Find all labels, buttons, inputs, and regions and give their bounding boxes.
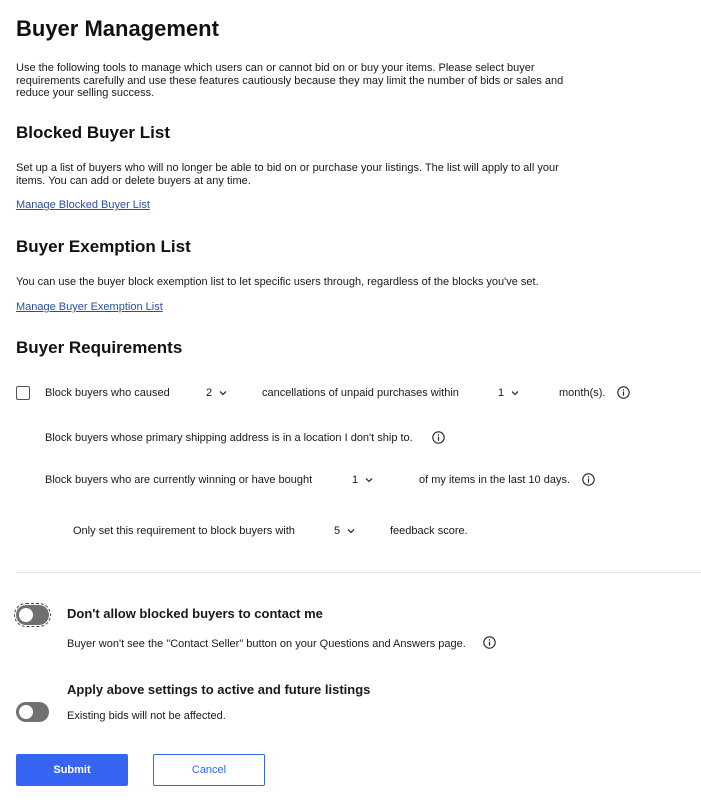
info-icon[interactable] — [617, 386, 630, 399]
apply-toggle-description: Existing bids will not be affected. — [67, 710, 226, 722]
winning-requirement-label: Block buyers who are currently winning or have bought — [45, 474, 313, 486]
feedback-score-value: 5 — [334, 525, 341, 537]
winning-count-value: 1 — [352, 474, 359, 486]
contact-toggle-description: Buyer won't see the "Contact Seller" button on your Questions and Answers page. — [67, 638, 466, 650]
unpaid-months-select[interactable] — [498, 387, 520, 399]
unpaid-requirement-label: Block buyers who caused — [45, 387, 170, 399]
info-icon[interactable] — [483, 636, 496, 649]
exemption-list-heading: Buyer Exemption List — [16, 237, 191, 256]
unpaid-requirement-checkbox[interactable] — [16, 386, 30, 400]
chevron-down-icon — [510, 388, 520, 398]
contact-toggle-title: Don't allow blocked buyers to contact me — [67, 606, 323, 621]
chevron-down-icon — [364, 475, 374, 485]
requirements-heading: Buyer Requirements — [16, 338, 183, 357]
apply-settings-toggle[interactable] — [16, 702, 49, 722]
unpaid-suffix: month(s). — [559, 387, 606, 399]
feedback-score-select[interactable] — [334, 525, 356, 537]
cancel-button[interactable]: Cancel — [153, 754, 265, 786]
exemption-list-description: You can use the buyer block exemption list to let specific users through, regardless of the blocks you've set. — [16, 276, 539, 288]
contact-blocked-toggle[interactable] — [16, 605, 49, 625]
blocked-list-description: Set up a list of buyers who will no longer be able to bid on or purchase your listings. The list will apply to all your items. You can add or delete buyers at any time. — [16, 162, 559, 187]
submit-button[interactable]: Submit — [16, 754, 128, 786]
apply-toggle-title: Apply above settings to active and future listings — [67, 682, 371, 697]
manage-buyer-exemption-list-link[interactable]: Manage Buyer Exemption List — [16, 301, 163, 313]
unpaid-months-value: 1 — [498, 387, 505, 399]
page-intro: Use the following tools to manage which users can or cannot bid on or buy your items. Please select buyer requirements carefully and use these features cautiously because they may limit the number of bids or sales and reduce your selling success. — [16, 62, 564, 99]
info-icon[interactable] — [582, 473, 595, 486]
unpaid-count-value: 2 — [206, 387, 213, 399]
chevron-down-icon — [218, 388, 228, 398]
unpaid-count-select[interactable] — [206, 387, 228, 399]
info-icon[interactable] — [432, 431, 445, 444]
chevron-down-icon — [346, 526, 356, 536]
blocked-list-heading: Blocked Buyer List — [16, 123, 170, 142]
feedback-suffix: feedback score. — [390, 525, 468, 537]
winning-count-select[interactable] — [352, 474, 374, 486]
shipping-requirement-label: Block buyers whose primary shipping address is in a location I don't ship to. — [45, 432, 413, 444]
winning-suffix: of my items in the last 10 days. — [419, 474, 571, 486]
page-title: Buyer Management — [16, 16, 219, 41]
feedback-requirement-label: Only set this requirement to block buyers with — [73, 525, 295, 537]
manage-blocked-buyer-list-link[interactable]: Manage Blocked Buyer List — [16, 199, 150, 211]
section-divider — [16, 572, 701, 573]
unpaid-middle-text: cancellations of unpaid purchases within — [262, 387, 459, 399]
